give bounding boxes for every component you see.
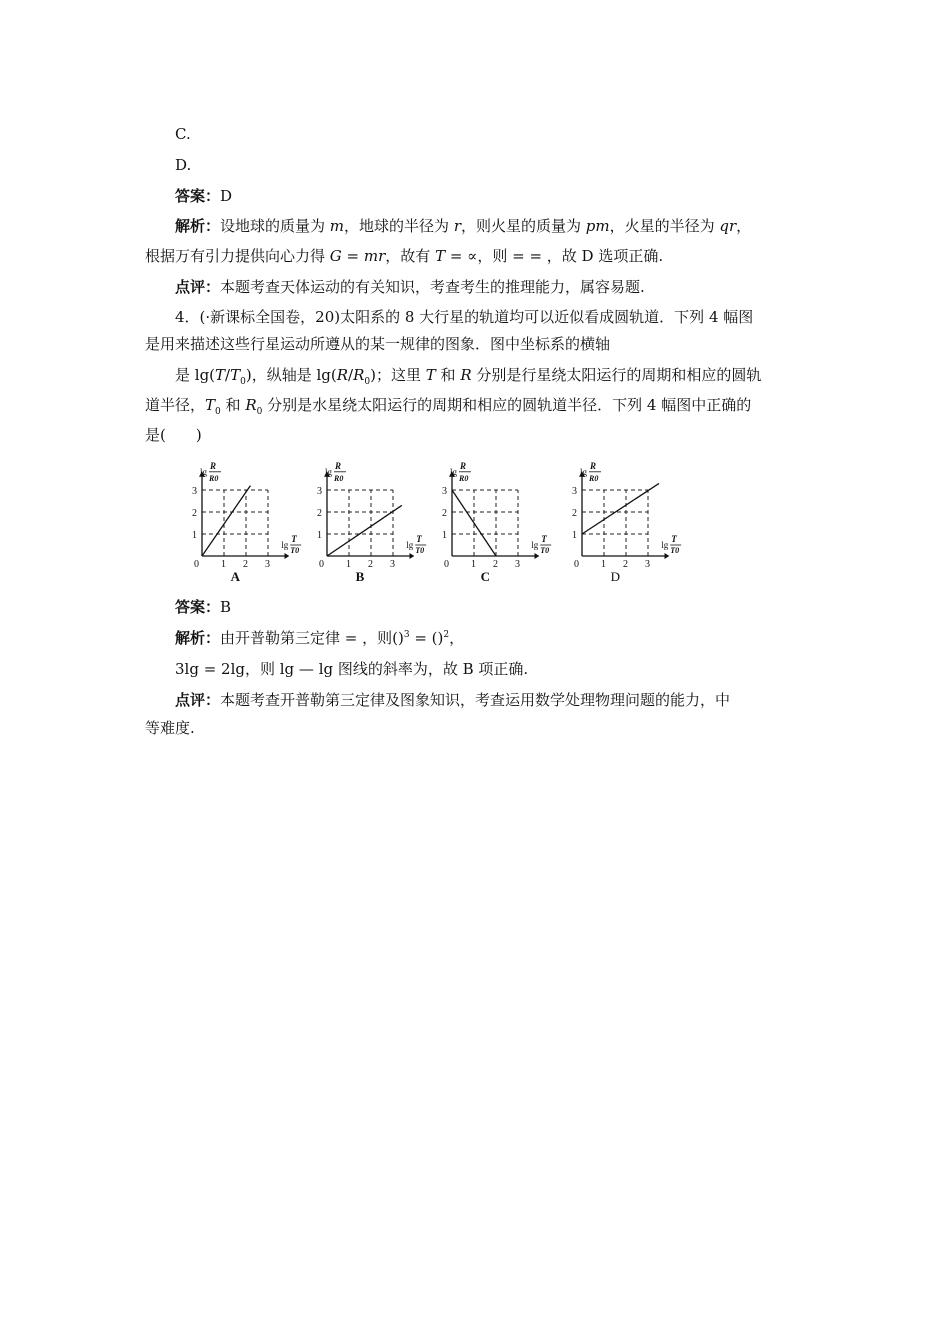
var: R (245, 396, 257, 414)
x-axis-label-num: T (541, 534, 547, 544)
text: ，地球的半径为 (344, 217, 454, 235)
y-tick-label: 2 (572, 508, 577, 519)
x-axis-label-den: T0 (540, 546, 550, 555)
var: qr (719, 217, 737, 235)
y-axis-label: lg (450, 466, 458, 477)
y-axis-label-den: R0 (589, 473, 599, 483)
option-charts (190, 456, 710, 586)
y-axis-label-den: R0 (209, 473, 219, 483)
y-axis-label: lg (580, 466, 588, 477)
x-axis-label: lg (406, 540, 414, 550)
y-tick-label: 1 (572, 530, 577, 541)
chart-c-svg (440, 456, 560, 586)
x-axis-label: lg (281, 540, 289, 550)
y-axis-label: lg (325, 466, 333, 477)
text: ，火星的半径为 (609, 217, 720, 235)
comment-label: 点评： (175, 691, 221, 709)
q4-explanation-line2: 3lg = 2lg，则 lg — lg 图线的斜率为，故 B 项正确. (175, 660, 529, 678)
x-tick-label: 2 (623, 559, 628, 570)
text: / (225, 366, 231, 384)
x-tick-label: 2 (493, 559, 498, 570)
text: )，纵轴是 lg( (245, 366, 337, 384)
chart-d-svg (570, 456, 690, 586)
text: 由开普勒第三定律 = ，则() (220, 629, 404, 647)
y-tick-label: 2 (442, 508, 447, 519)
text: 道半径， (145, 396, 206, 414)
var: T (425, 366, 436, 384)
x-axis-label-den: T0 (670, 546, 680, 555)
text: ，则火星的质量为 (460, 217, 586, 235)
q4-line3 (175, 365, 761, 385)
x-tick-label: 3 (515, 559, 520, 570)
text: / (348, 366, 354, 384)
y-tick-label: 3 (442, 486, 447, 497)
x-axis-label-num: T (291, 534, 297, 544)
y-tick-label: 2 (317, 508, 322, 519)
chart-b (315, 456, 435, 586)
text: )；这里 (370, 366, 426, 384)
x-tick-label: 0 (194, 559, 199, 570)
text: 和 (220, 396, 246, 414)
var: R (353, 366, 365, 384)
x-tick-label: 1 (471, 559, 476, 570)
series-line (202, 486, 250, 556)
text: ， (449, 629, 465, 647)
x-axis-arrow (665, 553, 670, 559)
text: 分别是水星绕太阳运行的周期和相应的圆轨道半径．下列 4 幅图中正确的 (262, 396, 752, 414)
y-tick-label: 1 (192, 530, 197, 541)
text: 本题考查开普勒第三定律及图象知识，考查运用数学处理物理问题的能力，中 (220, 691, 731, 709)
chart-a-svg (190, 456, 310, 586)
answer-value: B (220, 598, 232, 616)
y-axis-label: lg (200, 466, 208, 477)
var: T (205, 396, 216, 414)
text: 根据万有引力提供向心力得 (145, 247, 330, 265)
series-line (582, 483, 659, 534)
var: T (230, 366, 241, 384)
q3-explanation-line2 (145, 246, 663, 266)
explanation-label: 解析： (175, 629, 221, 647)
comment-label: 点评： (175, 278, 221, 296)
y-axis-label-num: R (335, 460, 342, 471)
superscript: 3 (403, 630, 410, 640)
var: T (215, 366, 226, 384)
x-tick-label: 1 (601, 559, 606, 570)
y-tick-label: 2 (192, 508, 197, 519)
x-axis-arrow (285, 553, 290, 559)
x-tick-label: 1 (221, 559, 226, 570)
answer-label: 答案： (175, 598, 221, 616)
option-c: C. (175, 125, 191, 143)
text: = () (409, 629, 444, 647)
explanation-label: 解析： (175, 217, 221, 235)
text: 设地球的质量为 (220, 217, 330, 235)
chart-option-label: A (230, 569, 240, 584)
y-tick-label: 3 (317, 486, 322, 497)
subscript: 0 (215, 407, 221, 417)
x-tick-label: 0 (574, 559, 579, 570)
x-tick-label: 2 (243, 559, 248, 570)
x-tick-label: 0 (444, 559, 449, 570)
answer-label: 答案： (175, 187, 221, 205)
var: r (453, 217, 461, 235)
y-tick-label: 3 (192, 486, 197, 497)
subscript: 0 (240, 377, 246, 387)
chart-option-label: C (480, 569, 490, 584)
x-axis-label-den: T0 (290, 546, 300, 555)
option-d: D. (175, 156, 192, 174)
chart-c (440, 456, 560, 586)
var: R (460, 366, 472, 384)
var: R (336, 366, 349, 384)
x-tick-label: 3 (390, 559, 395, 570)
x-axis-arrow (535, 553, 540, 559)
var: pm (585, 217, 610, 235)
y-axis-label-num: R (210, 460, 217, 471)
chart-d (570, 456, 690, 586)
q4-line5: 是( ) (145, 426, 202, 444)
x-axis-label-num: T (416, 534, 422, 544)
chart-a (190, 456, 310, 586)
x-tick-label: 2 (368, 559, 373, 570)
q4-line2: 是用来描述这些行星运动所遵从的某一规律的图象．图中坐标系的横轴 (145, 335, 611, 353)
x-tick-label: 0 (319, 559, 324, 570)
series-line (327, 505, 402, 556)
x-tick-label: 3 (265, 559, 270, 570)
y-axis-label-den: R0 (334, 473, 344, 483)
q4-line1: 4．(·新课标全国卷，20)太阳系的 8 大行星的轨道均可以近似看成圆轨道．下列 4 幅图 (175, 308, 754, 326)
text: 本题考查天体运动的有关知识，考查考生的推理能力，属容易题. (220, 278, 645, 296)
var: m (329, 217, 345, 235)
text: = ∝，则 = = ，故 D 选项正确. (445, 247, 664, 265)
q4-comment (175, 690, 730, 710)
q3-comment (175, 277, 645, 297)
q3-answer (175, 186, 232, 206)
var: mr (363, 247, 386, 265)
subscript: 0 (364, 377, 371, 387)
x-axis-label: lg (661, 540, 669, 550)
q4-comment-line2: 等难度. (145, 719, 195, 737)
subscript: 0 (256, 407, 263, 417)
var: G (329, 247, 342, 265)
chart-option-label: B (355, 569, 365, 584)
q4-line4 (145, 395, 751, 415)
y-tick-label: 3 (572, 486, 577, 497)
chart-b-svg (315, 456, 435, 586)
x-axis-label-num: T (671, 534, 677, 544)
chart-option-label: D (610, 569, 620, 584)
y-axis-label-num: R (460, 460, 467, 471)
y-tick-label: 1 (317, 530, 322, 541)
x-axis-label-den: T0 (415, 546, 425, 555)
y-axis-label-num: R (590, 460, 597, 471)
answer-value: D (220, 187, 233, 205)
q4-explanation-line1 (175, 628, 464, 648)
x-tick-label: 1 (346, 559, 351, 570)
text: 分别是行星绕太阳运行的周期和相应的圆轨 (471, 366, 762, 384)
var: T (435, 247, 446, 265)
y-tick-label: 1 (442, 530, 447, 541)
q3-explanation-line1 (175, 216, 751, 236)
text: 是 lg( (175, 366, 216, 384)
y-axis-label-den: R0 (459, 473, 469, 483)
text: ， (736, 217, 752, 235)
text: = (341, 247, 364, 265)
q4-answer (175, 597, 231, 617)
text: 和 (435, 366, 461, 384)
x-axis-label: lg (531, 540, 539, 550)
x-axis-arrow (410, 553, 415, 559)
text: ，故有 (385, 247, 436, 265)
x-tick-label: 3 (645, 559, 650, 570)
superscript: 2 (443, 630, 450, 640)
